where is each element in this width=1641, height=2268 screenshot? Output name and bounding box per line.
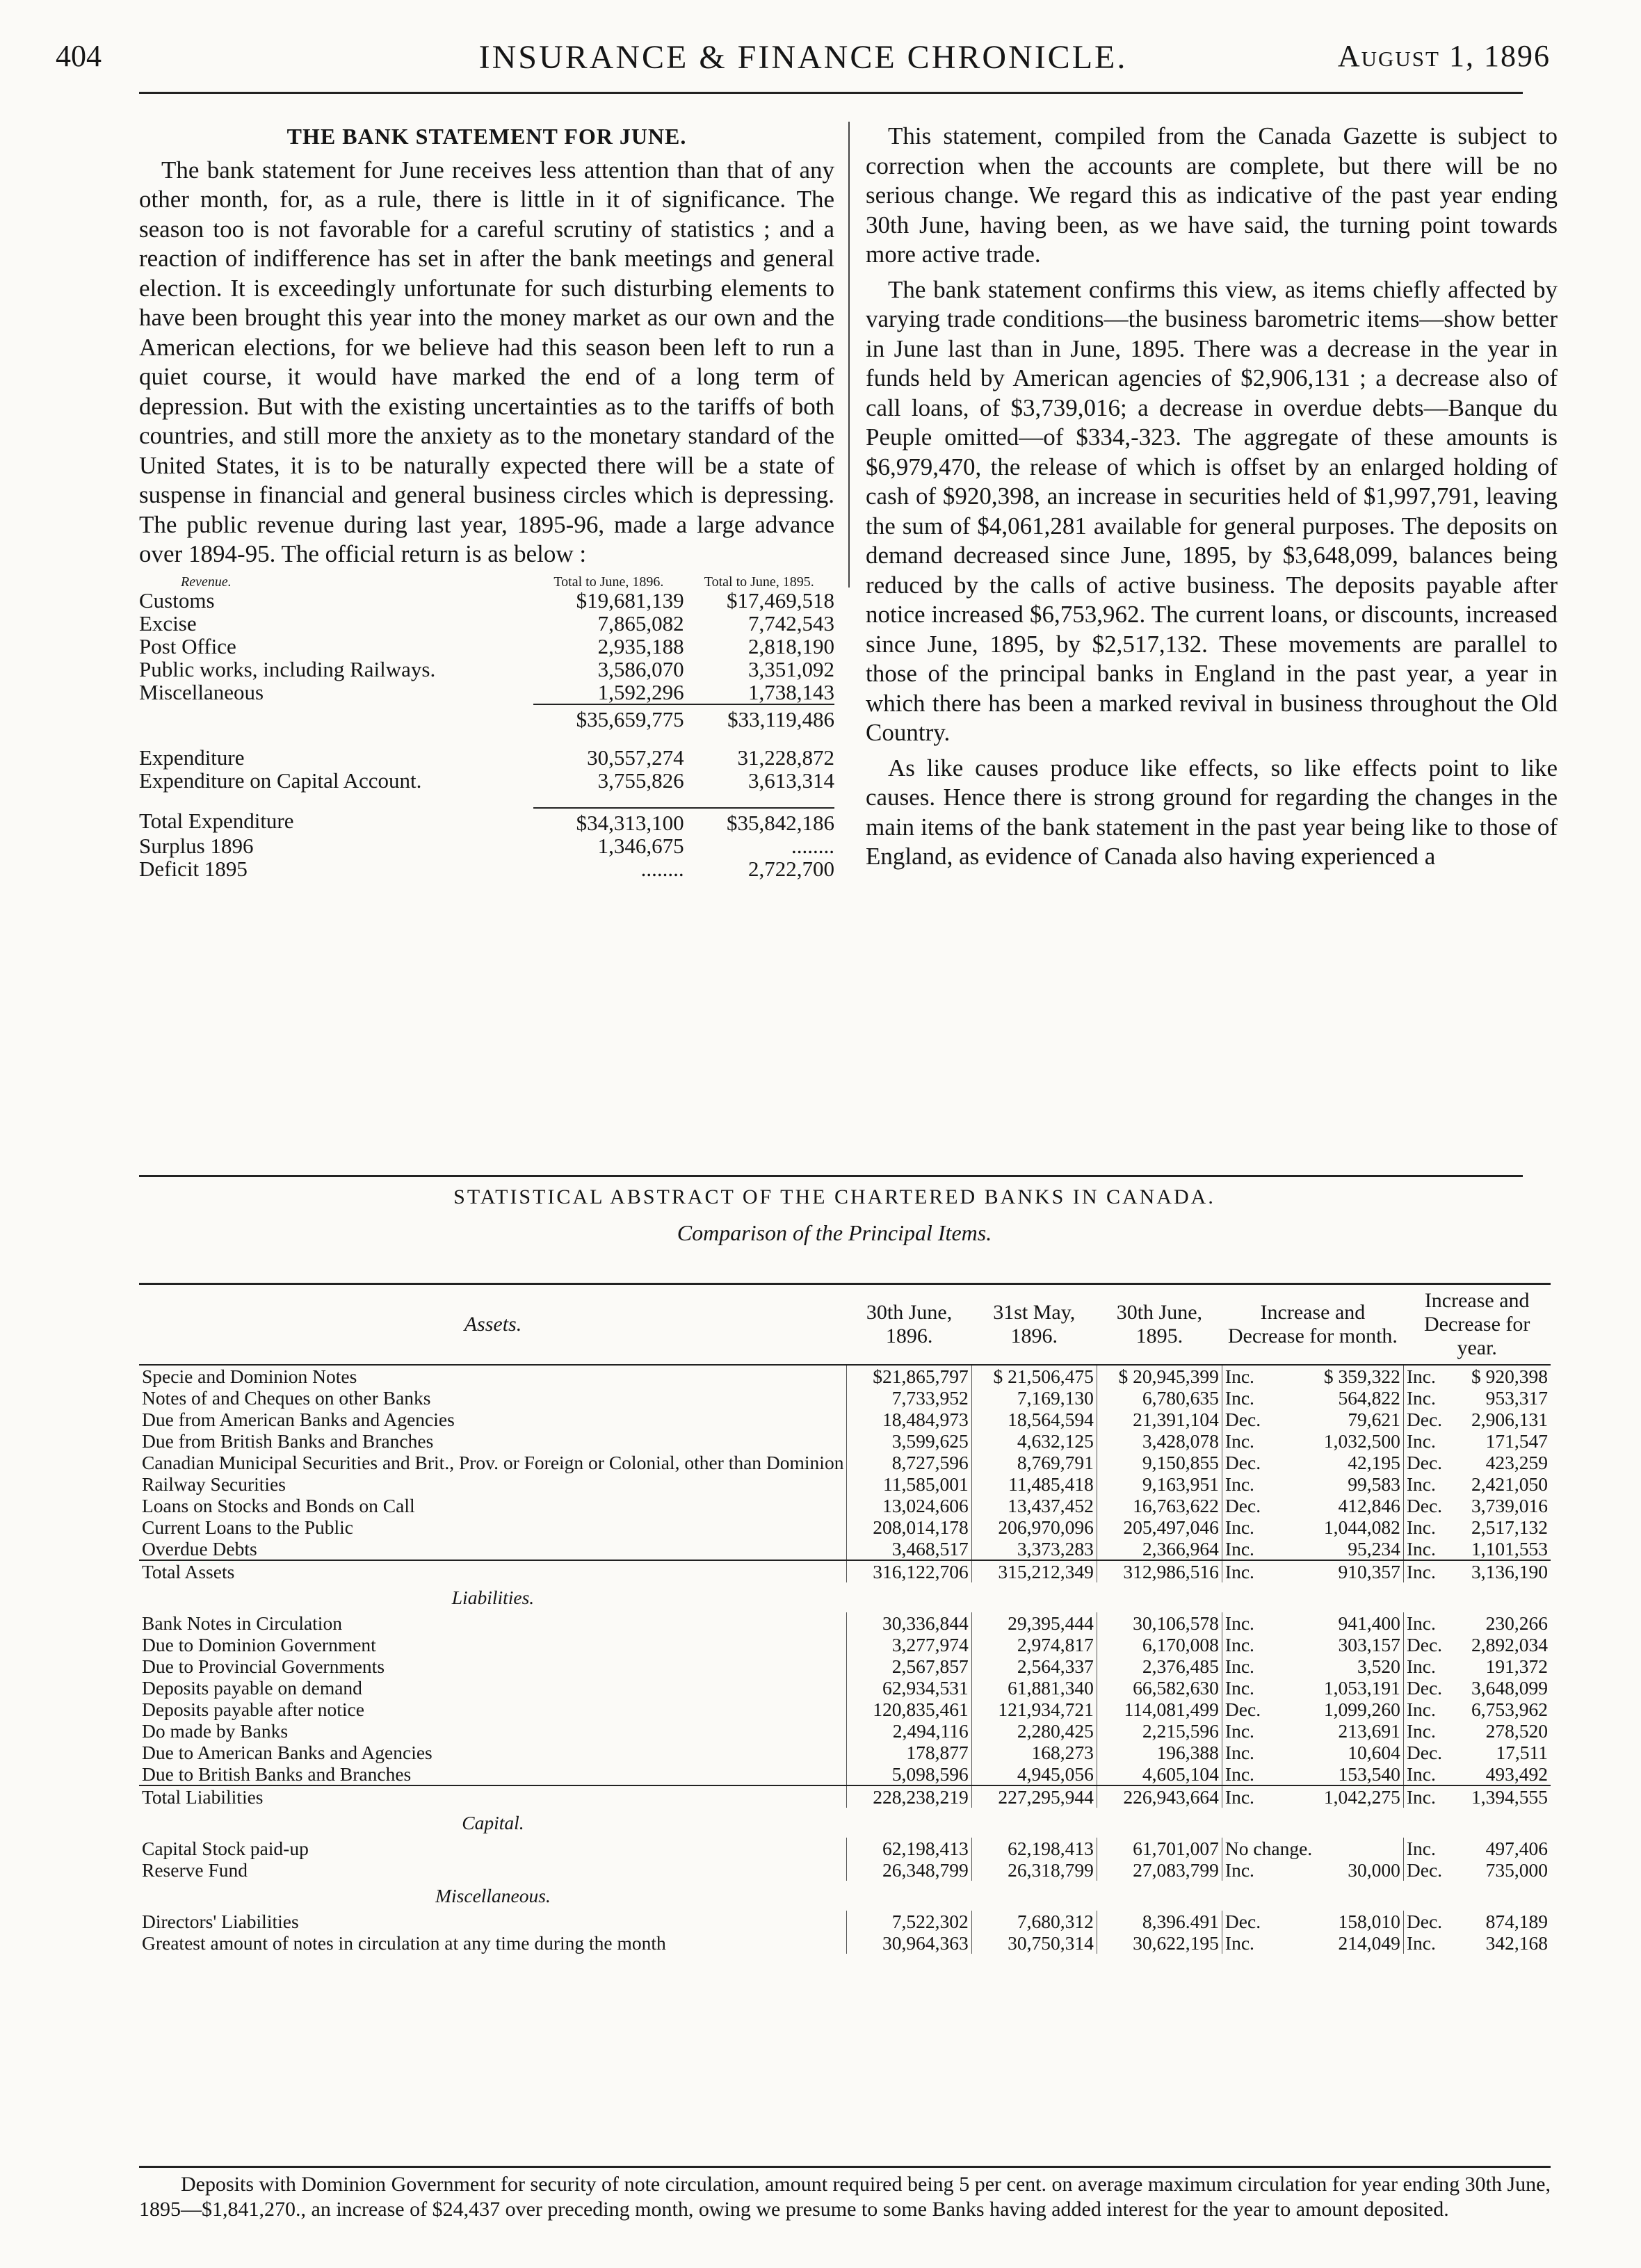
value-june-1896: 30,336,844 bbox=[847, 1612, 971, 1634]
row-label: Due from American Banks and Agencies bbox=[142, 1409, 455, 1430]
article-paragraph: The bank statement for June receives less attention than that of any other month, for, as a rule, there is little in it of significance. The season too is not favorable for a careful scrutiny of statistics ; and a reaction of indifference has set in after the bank meetings and general election. It is exceedingly unfortunate for such disturbing elements to have been brought this year into the money market as our own and the American elections, for we believe had this season been left to run a quiet course, it would have marked the end of a long term of depression. But with the existing uncertainties as to the tariffs of both countries, and still more the anxiety as to the monetary standard of the United States, it is to be naturally expected there will be a state of suspense in financial and general business circles which is depressing. The public revenue during last year, 1895-96, made a large advance over 1894-95. The official return is as below : bbox=[139, 156, 834, 567]
row-label: Due to Dominion Government bbox=[142, 1634, 376, 1655]
total-1895: $33,119,486 bbox=[684, 704, 834, 731]
value-1895: 31,228,872 bbox=[737, 745, 834, 770]
year-direction: Dec. bbox=[1403, 1452, 1456, 1473]
article-heading: THE BANK STATEMENT FOR JUNE. bbox=[286, 124, 687, 149]
table-row bbox=[139, 1911, 1551, 1932]
value-june-1895: 61,701,007 bbox=[1097, 1838, 1222, 1859]
table-row bbox=[139, 834, 834, 857]
value-june-1896: $21,865,797 bbox=[847, 1365, 971, 1387]
value-may-1896: 7,169,130 bbox=[971, 1387, 1097, 1409]
table-row bbox=[139, 1538, 1551, 1560]
col-header-items: Assets. bbox=[139, 1284, 847, 1366]
row-label: Deficit 1895 bbox=[139, 856, 248, 881]
year-change: 342,168 bbox=[1485, 1932, 1548, 1954]
year-direction: Inc. bbox=[1403, 1387, 1456, 1409]
row-label: Customs bbox=[139, 588, 215, 613]
value-june-1895: 30,106,578 bbox=[1097, 1612, 1222, 1634]
month-change: 1,042,275 bbox=[1315, 1785, 1403, 1808]
row-label: Notes of and Cheques on other Banks bbox=[142, 1387, 431, 1409]
value-june-1896: 3,599,625 bbox=[847, 1430, 971, 1452]
month-direction: Inc. bbox=[1222, 1538, 1315, 1560]
section-heading: Liabilities. bbox=[451, 1587, 535, 1608]
row-label: Due to British Banks and Branches bbox=[142, 1763, 412, 1785]
year-change: 3,136,190 bbox=[1456, 1560, 1551, 1582]
value-june-1896: 2,494,116 bbox=[847, 1720, 971, 1742]
value-june-1896: 18,484,973 bbox=[847, 1409, 971, 1430]
header-rule bbox=[139, 92, 1523, 94]
month-direction: Inc. bbox=[1222, 1742, 1315, 1763]
col-header-may-1896: 31st May, 1896. bbox=[971, 1284, 1097, 1366]
value-june-1895: 2,215,596 bbox=[1097, 1720, 1222, 1742]
row-label: Reserve Fund bbox=[142, 1859, 248, 1881]
value-1896: 30,557,274 bbox=[587, 745, 684, 770]
month-change: 158,010 bbox=[1338, 1911, 1400, 1932]
table-row bbox=[139, 681, 834, 704]
abstract-subtitle: Comparison of the Principal Items. bbox=[677, 1220, 992, 1245]
month-change: 10,604 bbox=[1348, 1742, 1400, 1763]
value-june-1896: 7,733,952 bbox=[847, 1387, 971, 1409]
year-change: $ 920,398 bbox=[1471, 1366, 1548, 1387]
revenue-table bbox=[139, 575, 834, 880]
total-liabilities-row bbox=[139, 1785, 1551, 1808]
month-change: 303,157 bbox=[1338, 1634, 1400, 1655]
month-direction: Inc. bbox=[1222, 1634, 1315, 1655]
value-1895: 3,351,092 bbox=[748, 656, 834, 681]
value-june-1896: 3,468,517 bbox=[847, 1538, 971, 1560]
value-june-1895: 2,366,964 bbox=[1097, 1538, 1222, 1560]
table-row bbox=[139, 1634, 1551, 1655]
value-may-1896: 18,564,594 bbox=[971, 1409, 1097, 1430]
col-header-month-change: Increase and Decrease for month. bbox=[1222, 1284, 1403, 1366]
year-change: 874,189 bbox=[1485, 1911, 1548, 1932]
row-label: Miscellaneous bbox=[139, 680, 264, 704]
table-row bbox=[139, 746, 834, 769]
month-change: 79,621 bbox=[1348, 1409, 1400, 1430]
year-direction: Inc. bbox=[1403, 1720, 1456, 1742]
month-direction: Inc. bbox=[1222, 1655, 1315, 1677]
year-change: 17,511 bbox=[1496, 1742, 1548, 1763]
row-label: Loans on Stocks and Bonds on Call bbox=[142, 1495, 415, 1516]
table-row bbox=[139, 769, 834, 792]
row-label: Post Office bbox=[139, 633, 236, 658]
month-direction: Inc. bbox=[1222, 1560, 1315, 1582]
value-june-1896: 26,348,799 bbox=[847, 1859, 971, 1881]
year-direction: Inc. bbox=[1403, 1365, 1456, 1387]
table-row bbox=[139, 1495, 1551, 1516]
table-row bbox=[139, 1365, 1551, 1387]
month-change: 30,000 bbox=[1348, 1859, 1400, 1881]
value-june-1895: $ 20,945,399 bbox=[1097, 1365, 1222, 1387]
value-1896: 1,346,675 bbox=[597, 833, 684, 858]
year-change: 2,517,132 bbox=[1471, 1516, 1548, 1538]
row-label: Overdue Debts bbox=[142, 1538, 257, 1560]
row-label: Bank Notes in Circulation bbox=[142, 1612, 342, 1634]
year-direction: Inc. bbox=[1403, 1560, 1456, 1582]
month-direction: Inc. bbox=[1222, 1612, 1315, 1634]
section-rule bbox=[139, 1175, 1523, 1177]
table-row bbox=[139, 1838, 1551, 1859]
value-june-1896: 62,934,531 bbox=[847, 1677, 971, 1699]
table-row bbox=[139, 589, 834, 612]
row-label: Specie and Dominion Notes bbox=[142, 1366, 357, 1387]
value-june-1895: 8,396.491 bbox=[1097, 1911, 1222, 1932]
year-direction: Inc. bbox=[1403, 1785, 1456, 1808]
value-june-1896: 178,877 bbox=[847, 1742, 971, 1763]
table-row bbox=[139, 1859, 1551, 1881]
value-june-1895: 66,582,630 bbox=[1097, 1677, 1222, 1699]
left-column bbox=[139, 122, 834, 880]
month-direction: Dec. bbox=[1222, 1911, 1315, 1932]
value-1895: 2,722,700 bbox=[748, 856, 834, 881]
month-change: 412,846 bbox=[1338, 1495, 1400, 1516]
revenue-col2: Total to June, 1895. bbox=[704, 574, 814, 590]
year-direction: Dec. bbox=[1403, 1911, 1456, 1932]
year-change: 278,520 bbox=[1485, 1720, 1548, 1742]
value-june-1896: 62,198,413 bbox=[847, 1838, 971, 1859]
year-direction: Dec. bbox=[1403, 1742, 1456, 1763]
month-direction: Inc. bbox=[1222, 1473, 1315, 1495]
value-june-1896: 3,277,974 bbox=[847, 1634, 971, 1655]
row-label: Directors' Liabilities bbox=[142, 1911, 299, 1932]
month-direction: Dec. bbox=[1222, 1409, 1315, 1430]
value-1895: $17,469,518 bbox=[727, 588, 834, 613]
month-change: 1,099,260 bbox=[1323, 1699, 1400, 1720]
value-1896: 2,935,188 bbox=[597, 633, 684, 658]
value-june-1895: 9,163,951 bbox=[1097, 1473, 1222, 1495]
year-change: 6,753,962 bbox=[1471, 1699, 1548, 1720]
month-direction: Inc. bbox=[1222, 1516, 1315, 1538]
row-label: Capital Stock paid-up bbox=[142, 1838, 309, 1859]
value-may-1896: 2,974,817 bbox=[971, 1634, 1097, 1655]
year-direction: Inc. bbox=[1403, 1612, 1456, 1634]
row-label: Total Assets bbox=[139, 1560, 847, 1582]
value-1895: 3,613,314 bbox=[748, 768, 834, 793]
month-direction: Inc. bbox=[1222, 1785, 1315, 1808]
value-may-1896: 62,198,413 bbox=[971, 1838, 1097, 1859]
value-june-1895: 196,388 bbox=[1097, 1742, 1222, 1763]
value-may-1896: 227,295,944 bbox=[971, 1785, 1097, 1808]
revenue-header-row bbox=[139, 575, 834, 589]
value-may-1896: 7,680,312 bbox=[971, 1911, 1097, 1932]
year-change: 3,739,016 bbox=[1471, 1495, 1548, 1516]
value-may-1896: 2,280,425 bbox=[971, 1720, 1097, 1742]
value-june-1895: 205,497,046 bbox=[1097, 1516, 1222, 1538]
right-column bbox=[866, 122, 1558, 877]
value-june-1896: 316,122,706 bbox=[847, 1560, 971, 1582]
year-change: 2,906,131 bbox=[1471, 1409, 1548, 1430]
month-change: 564,822 bbox=[1338, 1387, 1400, 1409]
month-change: 153,540 bbox=[1338, 1763, 1400, 1785]
abstract-title: STATISTICAL ABSTRACT OF THE CHARTERED BANKS IN CANADA. bbox=[453, 1185, 1215, 1208]
table-row bbox=[139, 1677, 1551, 1699]
row-label: Total Liabilities bbox=[139, 1785, 847, 1808]
value-may-1896: 121,934,721 bbox=[971, 1699, 1097, 1720]
year-change: 1,394,555 bbox=[1456, 1785, 1551, 1808]
value-may-1896: 11,485,418 bbox=[971, 1473, 1097, 1495]
value-may-1896: 315,212,349 bbox=[971, 1560, 1097, 1582]
revenue-total-row bbox=[139, 704, 834, 731]
value-june-1896: 5,098,596 bbox=[847, 1763, 971, 1785]
month-change: 1,032,500 bbox=[1323, 1430, 1400, 1452]
month-direction: Inc. bbox=[1222, 1720, 1315, 1742]
column-divider bbox=[848, 122, 850, 588]
table-row bbox=[139, 1409, 1551, 1430]
year-direction: Inc. bbox=[1403, 1763, 1456, 1785]
value-june-1895: 9,150,855 bbox=[1097, 1452, 1222, 1473]
value-may-1896: 26,318,799 bbox=[971, 1859, 1097, 1881]
value-june-1895: 3,428,078 bbox=[1097, 1430, 1222, 1452]
total-assets-row bbox=[139, 1560, 1551, 1582]
value-june-1896: 208,014,178 bbox=[847, 1516, 971, 1538]
value-1895: 7,742,543 bbox=[748, 610, 834, 635]
month-change: 42,195 bbox=[1348, 1452, 1400, 1473]
value-1895: 1,738,143 bbox=[748, 679, 834, 704]
month-change: 1,053,191 bbox=[1323, 1677, 1400, 1699]
table-row bbox=[139, 612, 834, 635]
month-direction: Inc. bbox=[1222, 1430, 1315, 1452]
month-change: 214,049 bbox=[1338, 1932, 1400, 1954]
year-direction: Inc. bbox=[1403, 1699, 1456, 1720]
value-june-1895: 6,780,635 bbox=[1097, 1387, 1222, 1409]
value-june-1895: 114,081,499 bbox=[1097, 1699, 1222, 1720]
total-1896: $35,659,775 bbox=[533, 704, 684, 731]
col-header-june-1895: 30th June, 1895. bbox=[1097, 1284, 1222, 1366]
year-direction: Inc. bbox=[1403, 1516, 1456, 1538]
table-row bbox=[139, 808, 834, 834]
value-1895: ........ bbox=[791, 833, 834, 858]
article-paragraph: As like causes produce like effects, so like effects point to like causes. Hence there is strong ground for regarding the changes in the main items of the bank statement in the past year being like to those of England, as evidence of Canada also having experienced a bbox=[866, 754, 1558, 870]
year-change: 497,406 bbox=[1485, 1838, 1548, 1859]
section-heading: Capital. bbox=[462, 1812, 524, 1833]
value-june-1895: 30,622,195 bbox=[1097, 1932, 1222, 1954]
month-direction: Dec. bbox=[1222, 1452, 1315, 1473]
table-row bbox=[139, 1387, 1551, 1409]
year-direction: Dec. bbox=[1403, 1409, 1456, 1430]
year-change: 953,317 bbox=[1485, 1387, 1548, 1409]
month-change: 941,400 bbox=[1338, 1612, 1400, 1634]
month-change: 1,044,082 bbox=[1323, 1516, 1400, 1538]
col-header-year-change: Increase and Decrease for year. bbox=[1403, 1284, 1551, 1366]
value-june-1896: 2,567,857 bbox=[847, 1655, 971, 1677]
col-header-june-1896: 30th June, 1896. bbox=[847, 1284, 971, 1366]
misc-heading-row bbox=[139, 1881, 1551, 1911]
value-may-1896: 8,769,791 bbox=[971, 1452, 1097, 1473]
month-change: 3,520 bbox=[1357, 1655, 1400, 1677]
row-label: Surplus 1896 bbox=[139, 833, 254, 858]
page-number: 404 bbox=[56, 39, 102, 73]
value-may-1896: 168,273 bbox=[971, 1742, 1097, 1763]
month-change: $ 359,322 bbox=[1323, 1366, 1400, 1387]
value-june-1895: 27,083,799 bbox=[1097, 1859, 1222, 1881]
month-direction: Inc. bbox=[1222, 1932, 1315, 1954]
year-change: 2,421,050 bbox=[1471, 1473, 1548, 1495]
table-row bbox=[139, 1932, 1551, 1954]
value-june-1895: 16,763,622 bbox=[1097, 1495, 1222, 1516]
page-header bbox=[56, 38, 1551, 87]
month-direction: Inc. bbox=[1222, 1763, 1315, 1785]
year-direction: Inc. bbox=[1403, 1430, 1456, 1452]
row-label: Expenditure on Capital Account. bbox=[139, 768, 422, 793]
value-may-1896: 4,945,056 bbox=[971, 1763, 1097, 1785]
value-may-1896: 13,437,452 bbox=[971, 1495, 1097, 1516]
year-direction: Inc. bbox=[1403, 1655, 1456, 1677]
table-row bbox=[139, 857, 834, 880]
month-change: 95,234 bbox=[1348, 1538, 1400, 1560]
value-june-1896: 120,835,461 bbox=[847, 1699, 971, 1720]
value-june-1896: 8,727,596 bbox=[847, 1452, 971, 1473]
month-direction: Dec. bbox=[1222, 1495, 1315, 1516]
value-june-1895: 6,170,008 bbox=[1097, 1634, 1222, 1655]
year-change: 735,000 bbox=[1485, 1859, 1548, 1881]
month-direction: Inc. bbox=[1222, 1365, 1315, 1387]
revenue-col1: Total to June, 1896. bbox=[553, 574, 664, 590]
value-may-1896: 206,970,096 bbox=[971, 1516, 1097, 1538]
year-direction: Dec. bbox=[1403, 1495, 1456, 1516]
value-june-1895: 226,943,664 bbox=[1097, 1785, 1222, 1808]
year-change: 3,648,099 bbox=[1471, 1677, 1548, 1699]
year-change: 1,101,553 bbox=[1471, 1538, 1548, 1560]
row-label: Excise bbox=[139, 610, 197, 635]
table-row bbox=[139, 1763, 1551, 1785]
table-row bbox=[139, 1742, 1551, 1763]
month-direction: Inc. bbox=[1222, 1859, 1315, 1881]
capital-heading-row bbox=[139, 1808, 1551, 1838]
value-may-1896: 30,750,314 bbox=[971, 1932, 1097, 1954]
row-label: Deposits payable after notice bbox=[142, 1699, 364, 1720]
row-label: Do made by Banks bbox=[142, 1720, 289, 1742]
issue-date: August 1, 1896 bbox=[1337, 39, 1551, 73]
month-direction: Inc. bbox=[1222, 1387, 1315, 1409]
year-direction: Inc. bbox=[1403, 1838, 1456, 1859]
year-change: 2,892,034 bbox=[1471, 1634, 1548, 1655]
table-row bbox=[139, 1452, 1551, 1473]
month-change: 213,691 bbox=[1338, 1720, 1400, 1742]
year-change: 423,259 bbox=[1485, 1452, 1548, 1473]
row-label: Expenditure bbox=[139, 745, 245, 770]
row-label: Due from British Banks and Branches bbox=[142, 1430, 434, 1452]
publication-title: INSURANCE & FINANCE CHRONICLE. bbox=[478, 39, 1128, 76]
value-june-1895: 21,391,104 bbox=[1097, 1409, 1222, 1430]
value-may-1896: $ 21,506,475 bbox=[971, 1365, 1097, 1387]
year-direction: Inc. bbox=[1403, 1473, 1456, 1495]
value-1896: 1,592,296 bbox=[597, 679, 684, 704]
table-row bbox=[139, 1516, 1551, 1538]
value-1896: ........ bbox=[640, 856, 684, 881]
year-change: 230,266 bbox=[1485, 1612, 1548, 1634]
row-label: Due to Provincial Governments bbox=[142, 1655, 385, 1677]
row-label: Public works, including Railways. bbox=[139, 656, 436, 681]
value-june-1896: 228,238,219 bbox=[847, 1785, 971, 1808]
value-1896: 7,865,082 bbox=[597, 610, 684, 635]
month-change: 910,357 bbox=[1315, 1560, 1403, 1582]
month-change bbox=[1315, 1838, 1403, 1859]
article-paragraph: This statement, compiled from the Canada Gazette is subject to correction when the accounts are complete, but there will be no serious change. We regard this as indicative of the past year ending 30th June, having been, as we have said, the turning point towards more active trade. bbox=[866, 122, 1558, 268]
table-row bbox=[139, 1473, 1551, 1495]
revenue-col-label: Revenue. bbox=[181, 574, 232, 590]
article-paragraph: The bank statement confirms this view, as items chiefly affected by varying trade conditions—the business barometric items—show better in June last than in June, 1895. There was a decrease in the year in funds held by American agencies of $2,906,131 ; a decrease also of call loans, of $3,739,016; a decrease in overdue debts—Banque du Peuple omitted—of $334,-323. The aggregate of these amounts is $6,979,470, the release of which is offset by an enlarged holding of cash of $920,398, an increase in securities held of $1,997,791, leaving the sum of $4,061,281 available for general purposes. The deposits on demand decreased since June, 1895, by $3,648,099, balances being reduced by the calls of active business. The deposits payable after notice increased $6,753,962. The current loans, or discounts, increased since June, 1895, by $2,517,132. These movements are parallel to those of the principal banks in England in the past year, a year in which there has been a marked revival in business throughout the Old Country. bbox=[866, 275, 1558, 746]
year-direction: Dec. bbox=[1403, 1677, 1456, 1699]
table-row bbox=[139, 1720, 1551, 1742]
section-heading: Miscellaneous. bbox=[435, 1885, 551, 1906]
month-direction: Inc. bbox=[1222, 1677, 1315, 1699]
statistical-abstract-table bbox=[139, 1283, 1551, 1954]
value-1896: 3,586,070 bbox=[597, 656, 684, 681]
value-may-1896: 61,881,340 bbox=[971, 1677, 1097, 1699]
row-label: Railway Securities bbox=[142, 1473, 286, 1495]
year-change: 191,372 bbox=[1485, 1655, 1548, 1677]
year-change: 171,547 bbox=[1485, 1430, 1548, 1452]
value-june-1896: 7,522,302 bbox=[847, 1911, 971, 1932]
year-change: 493,492 bbox=[1485, 1763, 1548, 1785]
value-1895: $35,842,186 bbox=[684, 808, 834, 834]
year-direction: Dec. bbox=[1403, 1859, 1456, 1881]
month-direction: No change. bbox=[1222, 1838, 1315, 1859]
liabilities-heading-row bbox=[139, 1582, 1551, 1612]
value-1896: 3,755,826 bbox=[597, 768, 684, 793]
value-june-1896: 13,024,606 bbox=[847, 1495, 971, 1516]
row-label: Greatest amount of notes in circulation at any time during the month bbox=[142, 1932, 666, 1954]
value-may-1896: 4,632,125 bbox=[971, 1430, 1097, 1452]
value-1896: $19,681,139 bbox=[576, 588, 684, 613]
year-direction: Dec. bbox=[1403, 1634, 1456, 1655]
abstract-footnote: Deposits with Dominion Government for security of note circulation, amount required being 5 per cent. on average maximum circulation for year ending 30th June, 1895—$1,841,270., an increase of $24,437 over preceding month, owing we presume to some Banks having added interest for the year to amount deposited. bbox=[139, 2166, 1551, 2222]
value-may-1896: 29,395,444 bbox=[971, 1612, 1097, 1634]
row-label: Current Loans to the Public bbox=[142, 1516, 353, 1538]
table-row bbox=[139, 658, 834, 681]
table-row bbox=[139, 1430, 1551, 1452]
value-may-1896: 3,373,283 bbox=[971, 1538, 1097, 1560]
row-label: Due to American Banks and Agencies bbox=[142, 1742, 433, 1763]
value-june-1895: 4,605,104 bbox=[1097, 1763, 1222, 1785]
value-may-1896: 2,564,337 bbox=[971, 1655, 1097, 1677]
year-direction: Inc. bbox=[1403, 1538, 1456, 1560]
value-june-1895: 2,376,485 bbox=[1097, 1655, 1222, 1677]
value-june-1896: 30,964,363 bbox=[847, 1932, 971, 1954]
row-label: Deposits payable on demand bbox=[142, 1677, 362, 1699]
row-label: Total Expenditure bbox=[139, 809, 294, 833]
value-june-1896: 11,585,001 bbox=[847, 1473, 971, 1495]
month-direction: Dec. bbox=[1222, 1699, 1315, 1720]
value-1895: 2,818,190 bbox=[748, 633, 834, 658]
row-label: Canadian Municipal Securities and Brit., Prov. or Foreign or Colonial, other than Dominion bbox=[142, 1452, 844, 1473]
value-1896: $34,313,100 bbox=[533, 808, 684, 834]
table-row bbox=[139, 1612, 1551, 1634]
table-header-row bbox=[139, 1284, 1551, 1366]
month-change: 99,583 bbox=[1348, 1473, 1400, 1495]
table-row bbox=[139, 1699, 1551, 1720]
table-row bbox=[139, 1655, 1551, 1677]
value-june-1895: 312,986,516 bbox=[1097, 1560, 1222, 1582]
year-direction: Inc. bbox=[1403, 1932, 1456, 1954]
table-row bbox=[139, 635, 834, 658]
